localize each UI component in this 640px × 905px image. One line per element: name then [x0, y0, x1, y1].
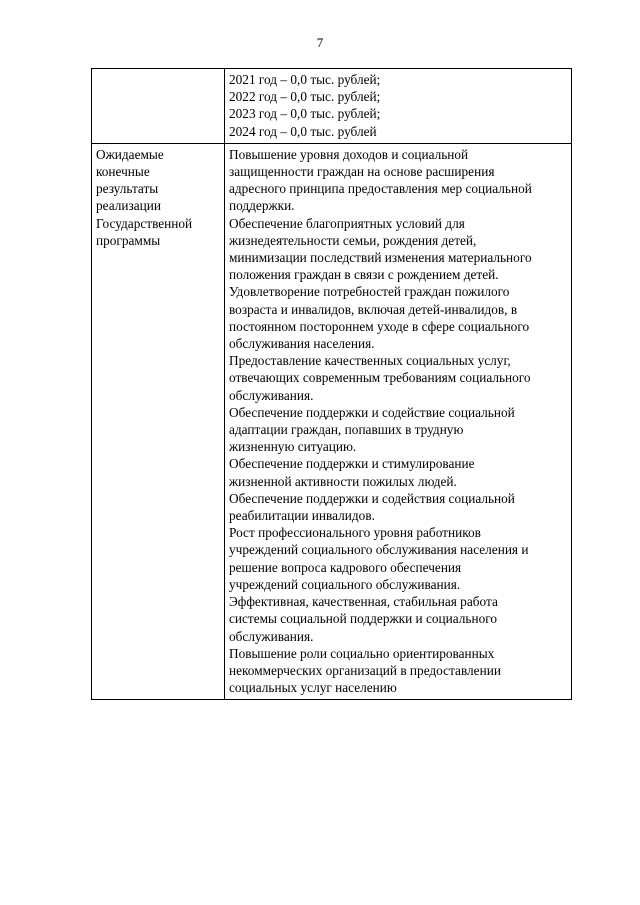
result-line: Обеспечение поддержки и стимулирование [229, 456, 475, 472]
result-line: отвечающих современным требованиям социального [229, 370, 531, 386]
result-line: жизнедеятельности семьи, рождения детей, [229, 232, 477, 248]
result-line: поддержки. [229, 198, 295, 214]
result-line: адресного принципа предоставления мер социальной [229, 181, 532, 197]
result-line: Обеспечение поддержки и содействие социальной [229, 404, 515, 420]
label-line: программы [96, 232, 161, 248]
result-line: возраста и инвалидов, включая детей-инвалидов, в [229, 301, 518, 317]
funding-line-2024: 2024 год – 0,0 тыс. рублей [229, 123, 377, 139]
result-line: адаптации граждан, попавших в трудную [229, 422, 464, 438]
result-line: учреждений социального обслуживания. [229, 576, 461, 592]
funding-by-year-cell [225, 69, 572, 144]
program-passport-table [91, 68, 572, 700]
label-line: конечные [96, 164, 150, 180]
label-line: результаты [96, 181, 159, 197]
result-line: Повышение уровня доходов и социальной [229, 146, 469, 162]
result-line: социальных услуг населению [229, 680, 397, 696]
result-line: некоммерческих организаций в предоставлении [229, 662, 501, 678]
result-line: минимизации последствий изменения материального [229, 250, 532, 266]
label-line: Государственной [96, 215, 193, 231]
result-line: учреждений социального обслуживания населения и [229, 542, 529, 558]
result-line: защищенности граждан на основе расширения [229, 164, 495, 180]
result-line: Эффективная, качественная, стабильная работа [229, 594, 498, 610]
result-line: Удовлетворение потребностей граждан пожилого [229, 284, 510, 300]
result-line: положения граждан в связи с рождением детей. [229, 267, 499, 283]
page-number: 7 [316, 35, 324, 50]
result-line: Обеспечение поддержки и содействия социальной [229, 490, 515, 506]
result-line: жизненной активности пожилых людей. [229, 473, 457, 489]
table-row [92, 69, 572, 144]
result-line: системы социальной поддержки и социального [229, 611, 498, 627]
label-line: Ожидаемые [96, 146, 164, 162]
funding-line-2023: 2023 год – 0,0 тыс. рублей; [229, 106, 381, 122]
result-line: Повышение роли социально ориентированных [229, 645, 495, 661]
expected-results-text-cell [225, 143, 572, 700]
expected-results-label-cell [92, 143, 225, 700]
result-line: Обеспечение благоприятных условий для [229, 215, 465, 231]
result-line: обслуживания. [229, 387, 314, 403]
funding-line-2021: 2021 год – 0,0 тыс. рублей; [229, 72, 381, 87]
result-line: реабилитации инвалидов. [229, 508, 375, 524]
table-row [92, 143, 572, 700]
result-line: обслуживания. [229, 628, 314, 644]
result-line: жизненную ситуацию. [229, 439, 357, 455]
result-line: Предоставление качественных социальных услуг, [229, 353, 511, 369]
funding-line-2022: 2022 год – 0,0 тыс. рублей; [229, 89, 381, 105]
result-line: обслуживания населения. [229, 336, 375, 352]
row-label-empty [92, 69, 225, 144]
label-line: реализации [96, 198, 161, 214]
result-line: постоянном постороннем уходе в сфере социального [229, 318, 530, 334]
result-line: решение вопроса кадрового обеспечения [229, 559, 462, 575]
result-line: Рост профессионального уровня работников [229, 525, 481, 541]
